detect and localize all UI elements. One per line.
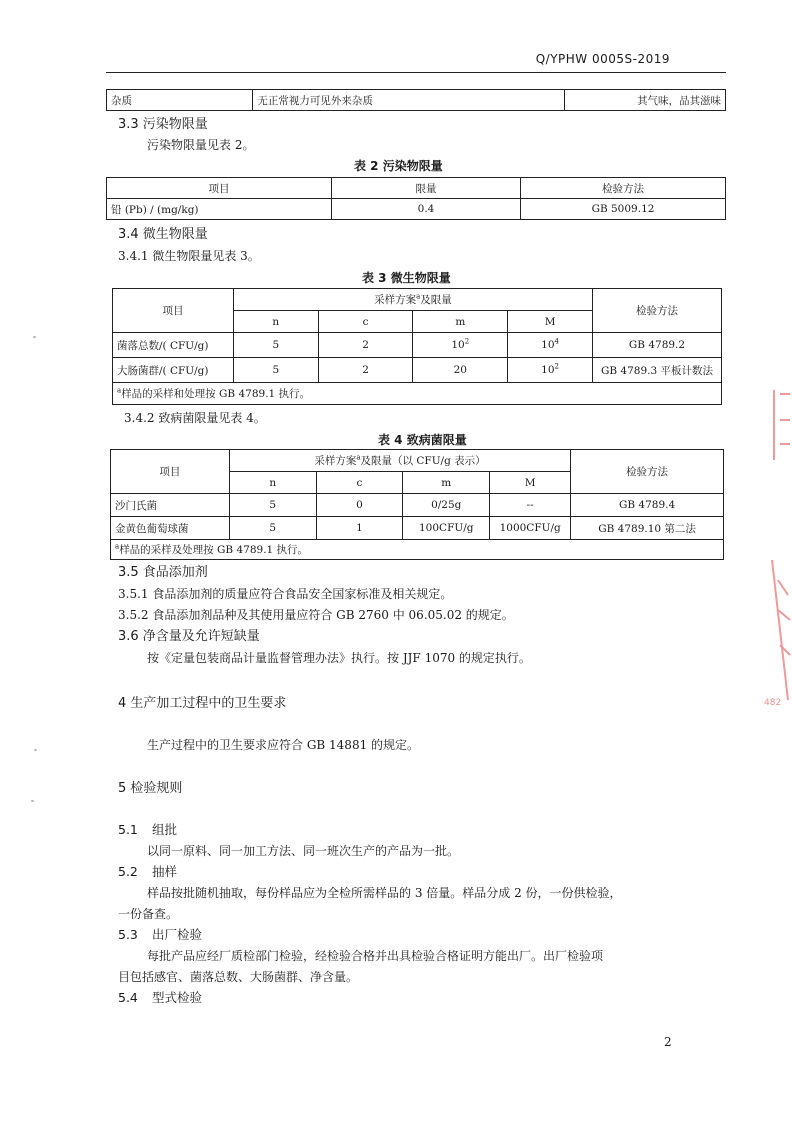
table-3-header-method: 检验方法 (592, 289, 721, 333)
table-3-sub-n: n (233, 311, 318, 333)
table-3-cell-m: $10^2$ (413, 333, 508, 358)
table-4-sub-c: c (316, 472, 403, 494)
header-rule (106, 72, 726, 73)
section-5-4-title: 型式检验 (152, 990, 203, 1005)
table-3-header-item: 项目 (113, 289, 234, 333)
table-row (111, 494, 724, 517)
table-3-cell-m: 20 (413, 358, 508, 383)
table-3-cell-c: 2 (318, 358, 413, 383)
section-4-text: 生产过程中的卫生要求应符合 GB 14881 的规定。 (147, 738, 420, 752)
table-3-cell-method: GB 4789.3 平板计数法 (592, 358, 721, 383)
table-3-sub-M: M (508, 311, 593, 333)
table-3-cell-c: 2 (318, 333, 413, 358)
section-3-4-1-text: 3.4.1 微生物限量见表 3。 (118, 249, 260, 263)
table-3-cell-item: 大肠菌群/( CFU/g) (113, 358, 234, 383)
table-3-cell-n: 5 (233, 358, 318, 383)
table-4-sub-M: M (490, 472, 571, 494)
table-3-cell-M: $10^2$ (508, 358, 593, 383)
section-5-1-title: 组批 (152, 822, 178, 837)
table-4-cell-method: GB 4789.4 (571, 494, 724, 517)
table-4-cell-m: 0/25g (403, 494, 490, 517)
page-number: 2 (664, 1035, 672, 1049)
table-3 (112, 288, 722, 405)
table-4-cell-method: GB 4789.10 第二法 (571, 517, 724, 540)
table-3-cell-item: 菌落总数/( CFU/g) (113, 333, 234, 358)
section-5-3-text-line-1: 每批产品应经厂质检部门检验，经检验合格并出具检验合格证明方能出厂。出厂检验项 (147, 949, 604, 963)
cell-item: 杂质 (107, 90, 253, 111)
table-4-header-method: 检验方法 (571, 450, 724, 494)
section-3-6-text: 按《定量包装商品计量监督管理办法》执行。按 JJF 1070 的规定执行。 (147, 651, 531, 665)
section-5-heading: 5 检验规则 (118, 781, 183, 796)
table-2-cell-method: GB 5009.12 (521, 199, 726, 220)
section-3-5-1-text: 3.5.1 食品添加剂的质量应符合食品安全国家标准及相关规定。 (118, 587, 453, 601)
cell-method: 其气味，品其滋味 (565, 90, 726, 111)
section-4-heading: 4 生产加工过程中的卫生要求 (118, 696, 287, 711)
document-code: Q/YPHW 0005S-2019 (535, 52, 670, 66)
table-4-caption: 表 4 致病菌限量 (378, 433, 467, 447)
table-4-header-item: 项目 (111, 450, 230, 494)
section-3-4-2-text: 3.4.2 致病菌限量见表 4。 (124, 411, 266, 425)
section-5-2-text-line-2: 一份备查。 (118, 907, 179, 921)
scan-speck (33, 336, 36, 338)
sensory-table-fragment (106, 89, 726, 111)
table-row (113, 358, 722, 383)
section-3-4-heading: 3.4 微生物限量 (118, 227, 208, 242)
table-4-cell-item: 金黄色葡萄球菌 (111, 517, 230, 540)
scan-speck (34, 749, 37, 751)
table-4-cell-n: 5 (229, 517, 316, 540)
table-3-cell-n: 5 (233, 333, 318, 358)
table-4-cell-item: 沙门氏菌 (111, 494, 230, 517)
cell-requirement: 无正常视力可见外来杂质 (253, 90, 565, 111)
section-5-3-text-line-2: 目包括感官、菌落总数、大肠菌群、净含量。 (118, 970, 359, 984)
table-2-header-method: 检验方法 (521, 178, 726, 199)
table-4-cell-n: 5 (229, 494, 316, 517)
section-3-3-text: 污染物限量见表 2。 (147, 138, 255, 152)
table-row (111, 517, 724, 540)
section-3-5-2-text: 3.5.2 食品添加剂品种及其使用量应符合 GB 2760 中 06.05.02 的规定。 (118, 608, 514, 622)
scan-speck (31, 800, 34, 802)
section-5-2-title: 抽样 (152, 864, 178, 879)
table-3-caption: 表 3 微生物限量 (362, 271, 451, 285)
table-4-sub-n: n (229, 472, 316, 494)
table-2-header-limit: 限量 (332, 178, 521, 199)
table-2-header-item: 项目 (107, 178, 332, 199)
table-3-footnote: $^a$样品的采样和处理按 GB 4789.1 执行。 (113, 383, 722, 405)
section-5-3-title: 出厂检验 (152, 927, 203, 942)
official-seal-fragment (760, 380, 792, 730)
section-5-1-number: 5.1 (118, 822, 138, 837)
table-2-cell-item: 铅 (Pb) / (mg/kg) (107, 199, 332, 220)
table-3-cell-method: GB 4789.2 (592, 333, 721, 358)
section-5-2-number: 5.2 (118, 864, 138, 879)
table-3-sub-c: c (318, 311, 413, 333)
section-5-2-text-line-1: 样品按批随机抽取，每份样品应为全检所需样品的 3 倍量。样品分成 2 份，一份供检验， (147, 886, 622, 900)
table-4-sub-m: m (403, 472, 490, 494)
table-4 (110, 449, 724, 560)
table-4-cell-M: 1000CFU/g (490, 517, 571, 540)
table-row (113, 333, 722, 358)
table-2-caption: 表 2 污染物限量 (354, 159, 443, 173)
table-4-footnote: $^a$样品的采样及处理按 GB 4789.1 执行。 (111, 540, 724, 560)
table-4-header-plan: 采样方案$^a$及限量（以 CFU/g 表示） (229, 450, 570, 472)
section-5-3-number: 5.3 (118, 927, 138, 942)
section-5-4-number: 5.4 (118, 990, 138, 1005)
section-3-3-heading: 3.3 污染物限量 (118, 117, 208, 132)
table-3-header-plan: 采样方案$^a$及限量 (233, 289, 592, 311)
table-3-sub-m: m (413, 311, 508, 333)
seal-number-text: 482 (764, 698, 782, 708)
table-3-cell-M: $10^4$ (508, 333, 593, 358)
table-4-cell-M: -- (490, 494, 571, 517)
section-3-6-heading: 3.6 净含量及允许短缺量 (118, 629, 260, 644)
table-2 (106, 177, 726, 220)
table-4-cell-m: 100CFU/g (403, 517, 490, 540)
section-5-1-text: 以同一原料、同一加工方法、同一班次生产的产品为一批。 (147, 844, 460, 858)
table-4-cell-c: 1 (316, 517, 403, 540)
table-2-cell-limit: 0.4 (332, 199, 521, 220)
section-3-5-heading: 3.5 食品添加剂 (118, 565, 208, 580)
table-4-cell-c: 0 (316, 494, 403, 517)
